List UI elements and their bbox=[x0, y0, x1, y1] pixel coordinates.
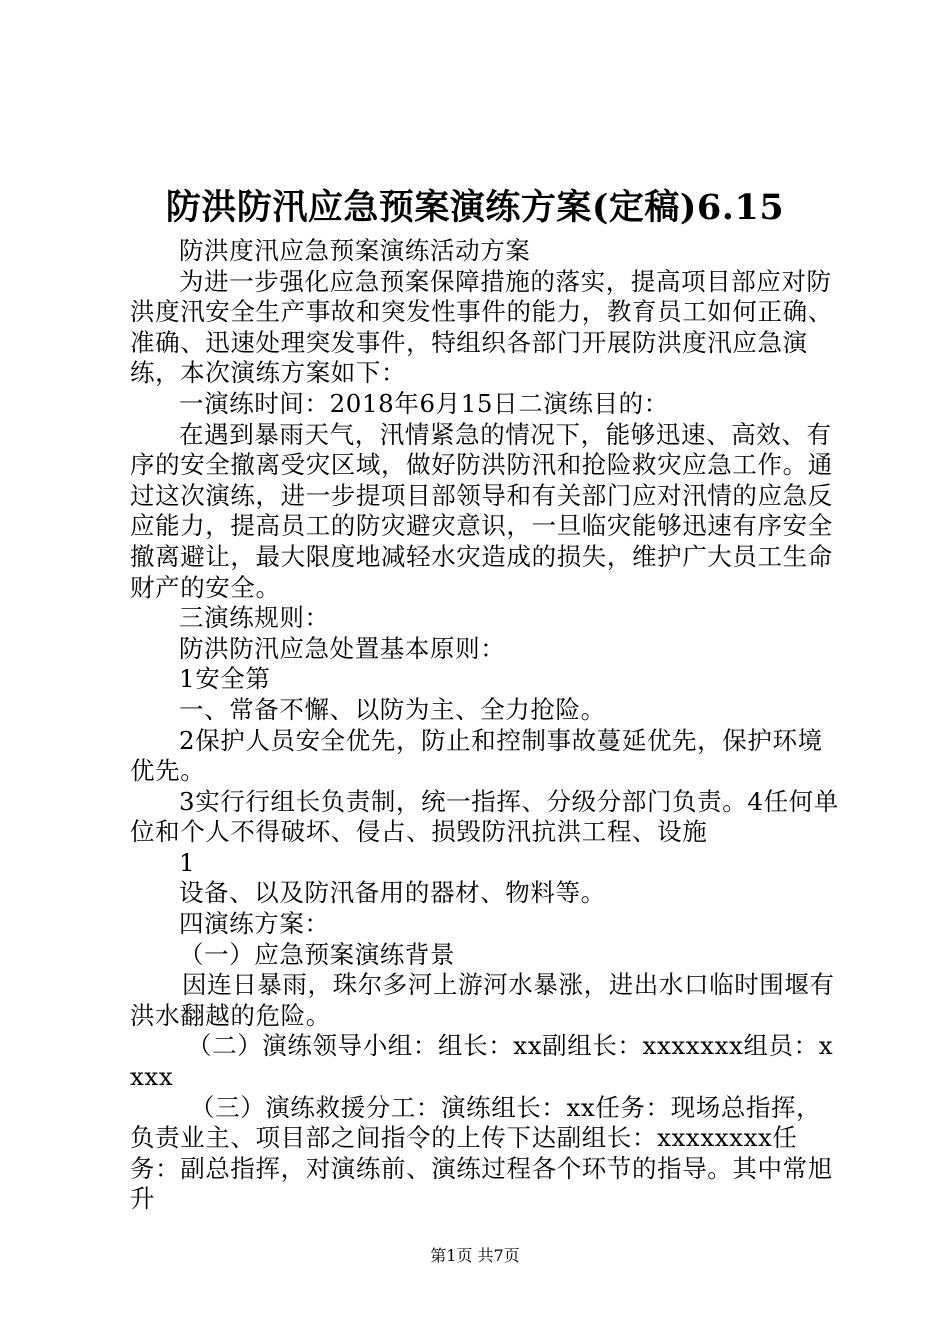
paragraph-plan-heading: 四演练方案： bbox=[179, 909, 330, 939]
paragraph-principle-1: 1安全第 bbox=[179, 664, 271, 694]
paragraph-principle-3-4: 3实行行组长负责制，统一指挥、分级分部门负责。4任何单位和个人不得破坏、侵占、损毁防汛抗洪工程、设施 bbox=[130, 786, 839, 847]
paragraph-principle-2: 2保护人员安全优先，防止和控制事故蔓延优先，保护环境优先。 bbox=[130, 725, 823, 786]
paragraph-time: 一演练时间：2018年6月15日二演练目的： bbox=[179, 388, 669, 418]
paragraph-principles-heading: 防洪防汛应急处置基本原则： bbox=[179, 633, 506, 663]
paragraph-background-heading: （一）应急预案演练背景 bbox=[179, 939, 456, 969]
document-title: 防洪防汛应急预案演练方案(定稿)6.15 bbox=[165, 187, 785, 228]
paragraph-principle-1-cont: 一、常备不懈、以防为主、全力抢险。 bbox=[179, 694, 606, 724]
paragraph-subtitle: 防洪度汛应急预案演练活动方案 bbox=[179, 236, 531, 265]
paragraph-inline-page-number: 1 bbox=[179, 847, 196, 877]
paragraph-intro: 为进一步强化应急预案保障措施的落实，提高项目部应对防洪度汛安全生产事故和突发性事件的能力，教育员工如何正确、准确、迅速处理突发事件，特组织各部门开展防洪度汛应急演练，本次演练方案如下： bbox=[130, 266, 833, 388]
document-body bbox=[130, 236, 840, 1215]
paragraph-rescue-division: （三）演练救援分工：演练组长：xx任务：现场总指挥，负责业主、项目部之间指令的上传下达副组长：xxxxxxxx任务：副总指挥，对演练前、演练过程各个环节的指导。其中常旭升 bbox=[130, 1092, 833, 1214]
paragraph-purpose: 在遇到暴雨天气，汛情紧急的情况下，能够迅速、高效、有序的安全撤离受灾区域，做好防洪防汛和抢险救灾应急工作。通过这次演练，进一步提项目部领导和有关部门应对汛情的应急反应能力，提高员工的防灾避灾意识，一旦临灾能够迅速有序安全撤离避让，最大限度地减轻水灾造成的损失，维护广大员工生命财产的安全。 bbox=[130, 419, 833, 602]
paragraph-leadership-group: （二）演练领导小组：组长：xx副组长：xxxxxxx组员：xxxx bbox=[130, 1031, 834, 1092]
page-footer: 第1页 共7页 bbox=[430, 1246, 520, 1265]
paragraph-rules-heading: 三演练规则： bbox=[179, 603, 330, 633]
paragraph-background: 因连日暴雨，珠尔多河上游河水暴涨，进出水口临时围堰有洪水翻越的危险。 bbox=[130, 970, 835, 1030]
paragraph-principle-4-cont: 设备、以及防汛备用的器材、物料等。 bbox=[179, 878, 606, 908]
